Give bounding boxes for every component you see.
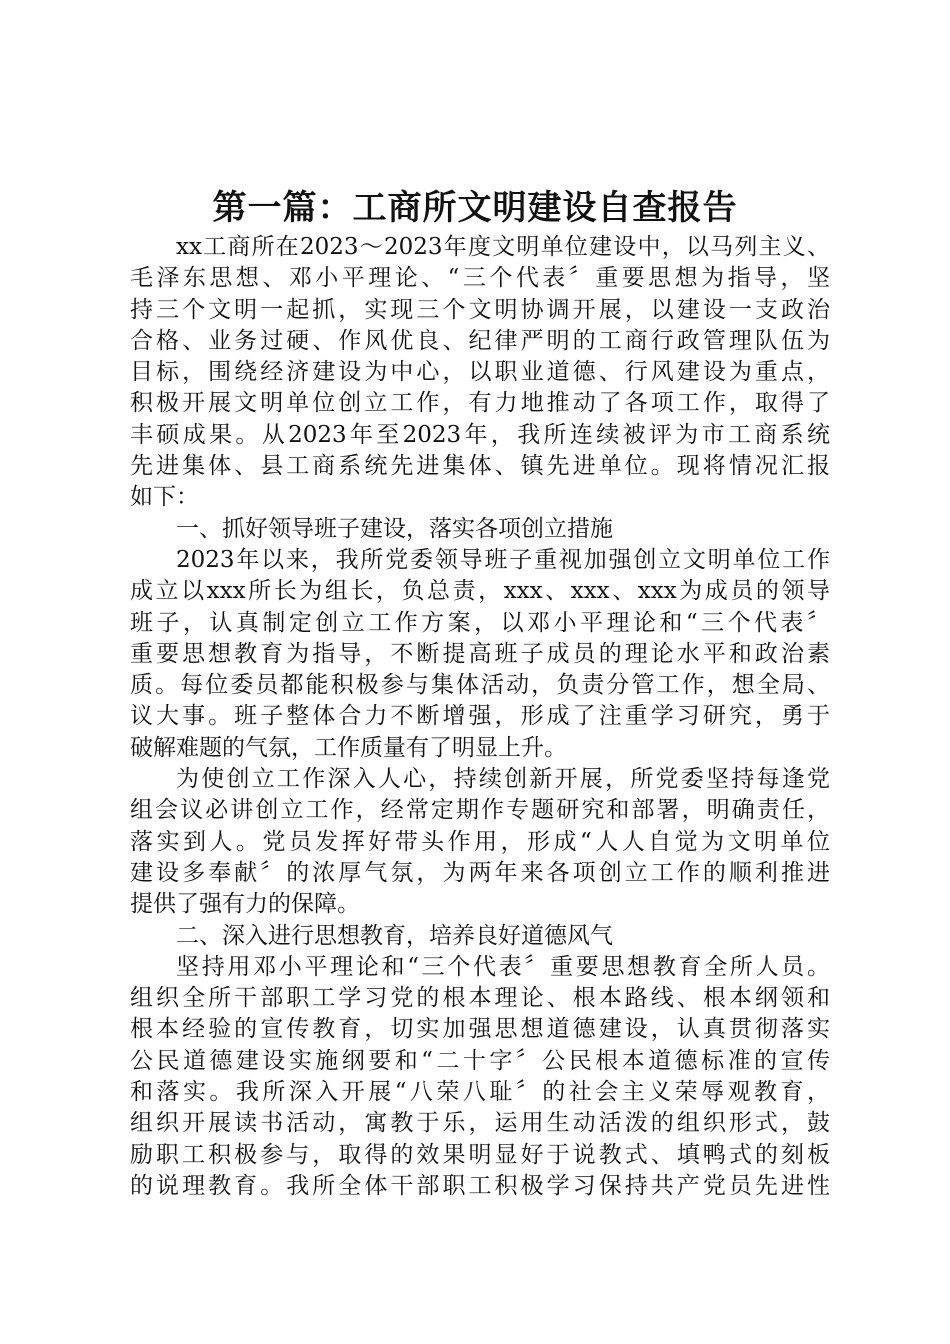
text-line: 议大事。班子整体合力不断增强，形成了注重学习研究，勇于 (130, 703, 830, 730)
text-line: 的说理教育。我所全体干部职工积极学习保持共产党员先进性 (130, 1172, 830, 1199)
section-heading-1 (130, 514, 830, 545)
text-line: 目标，围绕经济建设为中心，以职业道德、行风建设为重点， (130, 359, 830, 386)
document-title: 第一篇：工商所文明建设自查报告 (212, 188, 738, 228)
section-heading-text: 一、抓好领导班子建设，落实各项创立措施 (176, 515, 613, 542)
text-line: 为使创立工作深入人心，持续创新开展，所党委坚持每逢党 (176, 766, 830, 793)
section-heading-2 (130, 921, 830, 952)
paragraph-section-1-2 (130, 764, 830, 920)
paragraph-intro (130, 232, 830, 514)
section-heading-text: 二、深入进行思想教育，培养良好道德风气 (176, 922, 613, 949)
text-line: 班子，认真制定创立工作方案，以邓小平理论和“三个代表〞 (130, 609, 830, 636)
document-body (130, 232, 830, 1202)
text-line: 提供了强有力的保障。 (130, 891, 360, 918)
text-line: 和落实。我所深入开展“八荣八耻〞的社会主义荣辱观教育， (130, 1079, 830, 1106)
text-line: 组织全所干部职工学习党的根本理论、根本路线、根本纲领和 (130, 985, 830, 1012)
text-line: 励职工积极参与，取得的效果明显好于说教式、填鸭式的刻板 (130, 1141, 830, 1168)
text-line: 组会议必讲创立工作，经常定期作专题研究和部署，明确责任， (130, 797, 830, 824)
text-line: xx工商所在2023～2023年度文明单位建设中，以马列主义、 (176, 234, 830, 260)
text-line: 公民道德建设实施纲要和“二十字〞公民根本道德标准的宣传 (130, 1047, 830, 1074)
text-line: 质。每位委员都能积极参与集体活动，负责分管工作，想全局、 (130, 672, 830, 699)
text-line: 成立以xxx所长为组长，负总责，xxx、xxx、xxx为成员的领导 (130, 578, 830, 605)
paragraph-section-2-1 (130, 952, 830, 1202)
text-line: 建设多奉献〞的浓厚气氛，为两年来各项创立工作的顺利推进 (130, 859, 830, 886)
text-line: 组织开展读书活动，寓教于乐，运用生动活泼的组织形式，鼓 (130, 1110, 830, 1137)
text-line: 积极开展文明单位创立工作，有力地推动了各项工作，取得了 (130, 390, 830, 417)
text-line: 合格、业务过硬、作风优良、纪律严明的工商行政管理队伍为 (130, 327, 830, 354)
text-line: 破解难题的气氛，工作质量有了明显上升。 (130, 734, 567, 761)
paragraph-section-1-1 (130, 545, 830, 764)
text-line: 持三个文明一起抓，实现三个文明协调开展，以建设一支政治 (130, 296, 830, 323)
text-line: 丰硕成果。从2023年至2023年，我所连续被评为市工商系统 (130, 421, 830, 448)
text-line: 2023年以来，我所党委领导班子重视加强创立文明单位工作 (176, 546, 830, 573)
text-line: 根本经验的宣传教育，切实加强思想道德建设，认真贯彻落实 (130, 1016, 830, 1043)
text-line: 先进集体、县工商系统先进集体、镇先进单位。现将情况汇报 (130, 453, 830, 480)
text-line: 重要思想教育为指导，不断提高班子成员的理论水平和政治素 (130, 640, 830, 667)
text-line: 坚持用邓小平理论和“三个代表〞重要思想教育全所人员。 (176, 953, 830, 980)
text-line: 落实到人。党员发挥好带头作用，形成“人人自觉为文明单位 (130, 828, 830, 855)
text-line: 如下： (130, 484, 199, 511)
text-line: 毛泽东思想、邓小平理论、“三个代表〞重要思想为指导，坚 (130, 265, 830, 292)
